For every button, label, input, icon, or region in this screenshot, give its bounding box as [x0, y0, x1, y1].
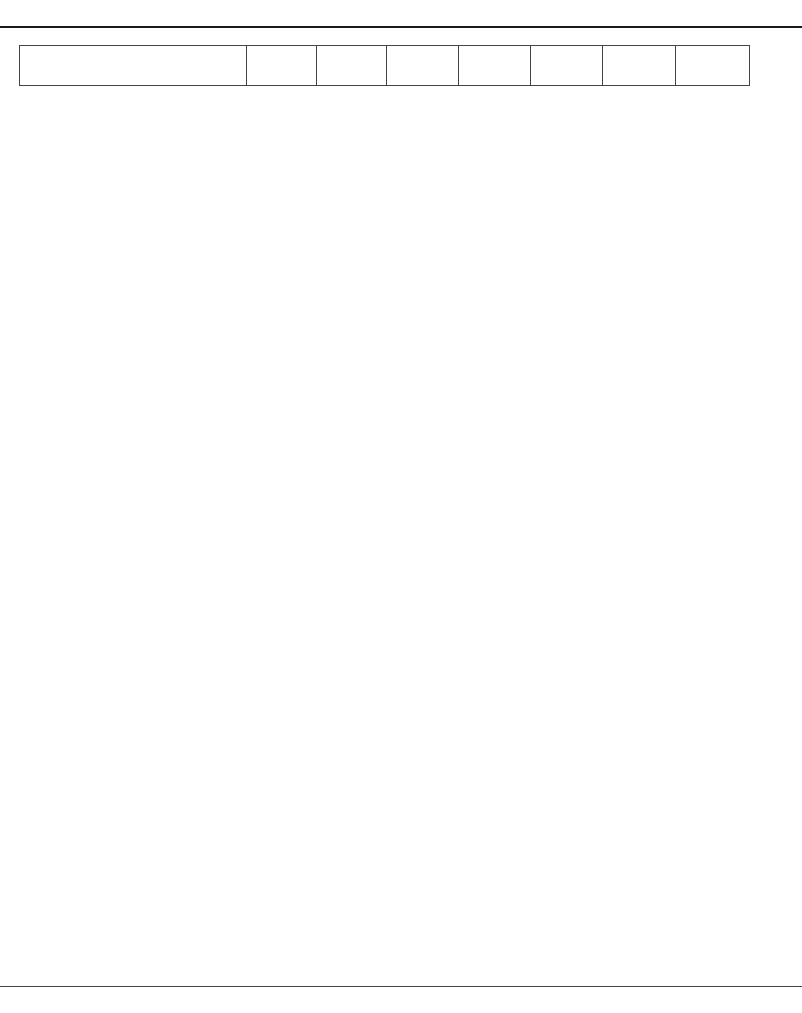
- title-divider: [0, 26, 802, 28]
- col-header-1year-nav: [603, 46, 676, 86]
- col-header-direction: [247, 46, 317, 86]
- col-header-factor-name: [20, 46, 247, 86]
- factor-performance-table: [19, 45, 750, 86]
- source-divider: [0, 986, 802, 987]
- col-header-1week: [317, 46, 387, 86]
- col-header-10year: [531, 46, 603, 86]
- header-row: [20, 46, 750, 86]
- col-header-10year-nav: [676, 46, 750, 86]
- col-header-1month: [387, 46, 459, 86]
- col-header-1year: [459, 46, 531, 86]
